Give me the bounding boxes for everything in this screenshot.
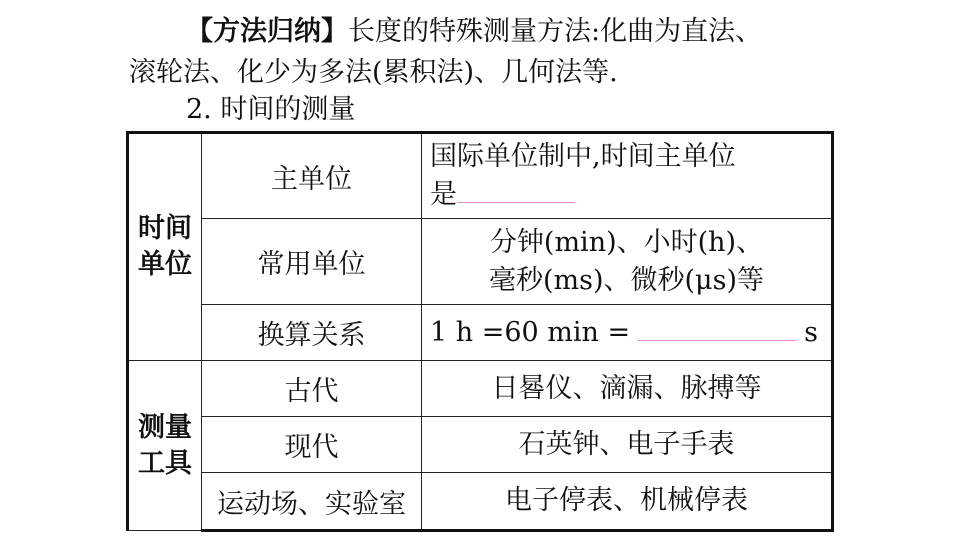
section-title: 2. 时间的测量: [186, 94, 356, 125]
item-cell: 换算关系: [202, 305, 422, 361]
table-row: [128, 133, 833, 219]
answer-blank[interactable]: [638, 320, 796, 341]
desc-cell: 1 h =60 min = s: [422, 305, 833, 361]
table-row: [128, 305, 833, 361]
method-summary-line-1: [186, 14, 762, 50]
method-summary-line-2: 滚轮法、化少为多法(累积法)、几何法等.: [129, 57, 618, 88]
method-summary-heading: 【方法归纳】: [186, 16, 348, 47]
table-row: [128, 361, 833, 417]
answer-blank[interactable]: [457, 182, 575, 203]
desc-cell: 电子停表、机械停表: [422, 473, 833, 531]
desc-cell: 石英钟、电子手表: [422, 417, 833, 473]
desc-cell: 日晷仪、滴漏、脉搏等: [422, 361, 833, 417]
table-row: [128, 417, 833, 473]
item-cell: 常用单位: [202, 219, 422, 305]
desc-cell: 国际单位制中,时间主单位 是: [422, 133, 833, 219]
desc-cell: 分钟(min)、小时(h)、 毫秒(ms)、微秒(μs)等: [422, 219, 833, 305]
item-cell: 运动场、实验室: [202, 473, 422, 531]
item-cell: 主单位: [202, 133, 422, 219]
table-row: [128, 473, 833, 531]
time-measurement-table: [126, 131, 834, 532]
method-summary-text: 长度的特殊测量方法:化曲为直法、: [348, 16, 763, 47]
category-time-unit: 时间 单位: [128, 133, 202, 361]
category-measuring-tool: 测量 工具: [128, 361, 202, 531]
item-cell: 古代: [202, 361, 422, 417]
table-row: [128, 219, 833, 305]
item-cell: 现代: [202, 417, 422, 473]
